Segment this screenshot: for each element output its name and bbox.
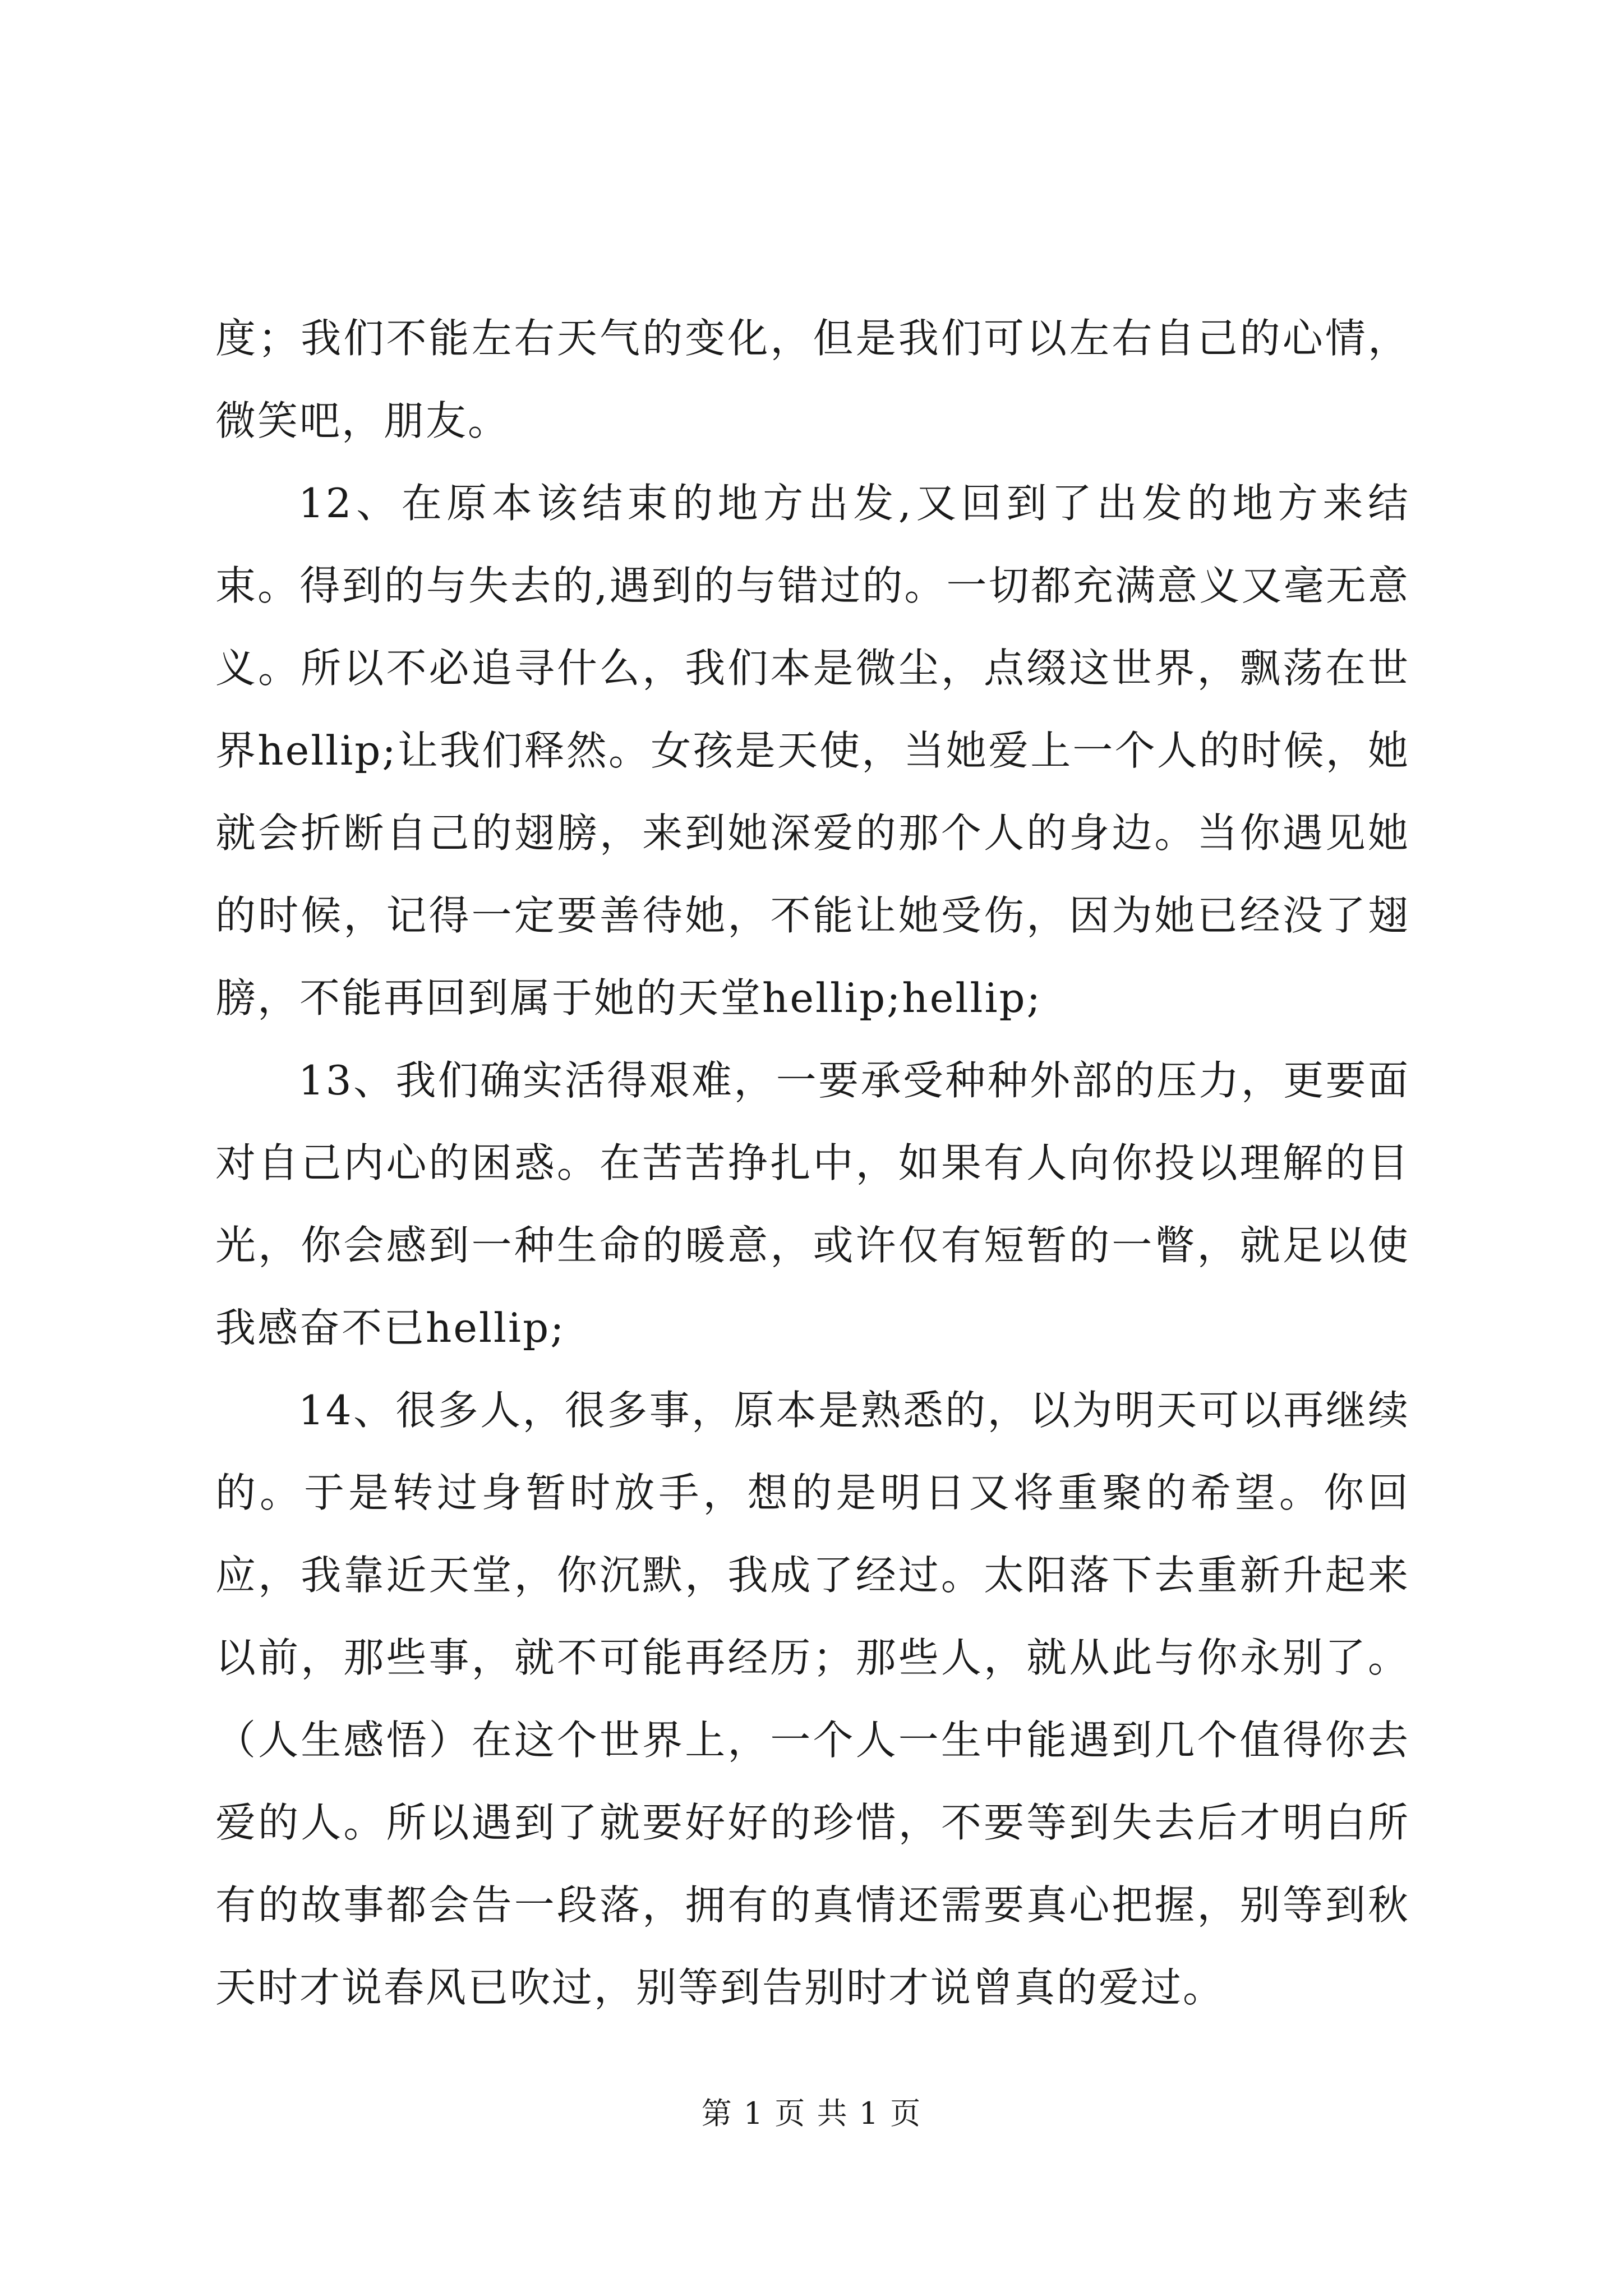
document-body — [215, 297, 1410, 2029]
paragraph-13: 13、我们确实活得艰难，一要承受种种外部的压力，更要面对自己内心的困惑。在苦苦挣扎中，如果有人向你投以理解的目光，你会感到一种生命的暖意，或许仅有短暂的一瞥，就足以使我感奋不已hellip; — [215, 1057, 1410, 1351]
paragraph-12: 12、在原本该结束的地方出发,又回到了出发的地方来结束。得到的与失去的,遇到的与错过的。一切都充满意义又毫无意义。所以不必追寻什么，我们本是微尘，点缀这世界，飘荡在世界hellip;让我们释然。女孩是天使，当她爱上一个人的时候，她就会折断自己的翅膀，来到她深爱的那个人的身边。当你遇见她的时候，记得一定要善待她，不能让她受伤，因为她已经没了翅膀，不能再回到属于她的天堂hellip;hellip; — [215, 480, 1410, 1022]
page-number-footer: 第 1 页 共 1 页 — [701, 2096, 922, 2131]
paragraph-continuation: 度；我们不能左右天气的变化，但是我们可以左右自己的心情，微笑吧，朋友。 — [215, 315, 1410, 444]
paragraph-14: 14、很多人，很多事，原本是熟悉的，以为明天可以再继续的。于是转过身暂时放手，想的是明日又将重聚的希望。你回应，我靠近天堂，你沉默，我成了经过。太阳落下去重新升起来以前，那些事，就不可能再经历；那些人，就从此与你永别了。（人生感悟）在这个世界上，一个人一生中能遇到几个值得你去爱的人。所以遇到了就要好好的珍惜，不要等到失去后才明白所有的故事都会告一段落，拥有的真情还需要真心把握，别等到秋天时才说春风已吹过，别等到告别时才说曾真的爱过。 — [215, 1387, 1410, 2011]
